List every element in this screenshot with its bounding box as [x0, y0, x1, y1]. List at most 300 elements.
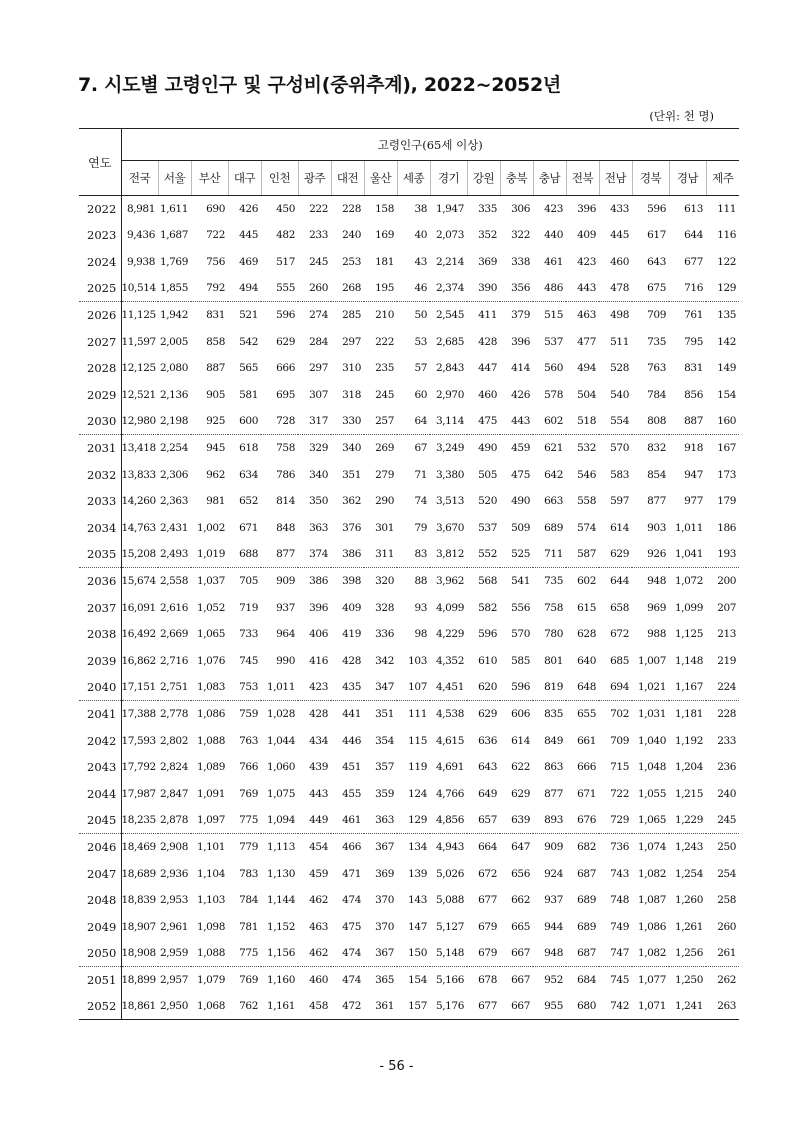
value-cell: 455	[342, 787, 361, 800]
year-cell: 2036	[79, 568, 121, 595]
value-cell: 396	[309, 601, 328, 614]
value-cell: 1,041	[669, 541, 706, 568]
value-cell: 762	[228, 993, 261, 1020]
value-cell: 2,136	[159, 388, 188, 401]
value-cell: 684	[577, 974, 596, 987]
value-cell: 258	[717, 894, 737, 907]
value-cell: 13,418	[121, 442, 156, 455]
value-cell: 849	[544, 734, 563, 747]
value-cell: 769	[239, 787, 258, 800]
value-cell: 269	[375, 442, 394, 455]
page-number: - 56 -	[379, 1059, 414, 1074]
region-header: 부산	[191, 161, 228, 196]
value-cell: 169	[375, 229, 394, 242]
value-cell: 644	[610, 575, 629, 588]
value-cell: 386	[309, 575, 328, 588]
value-cell: 210	[375, 309, 394, 322]
value-cell: 903	[647, 521, 666, 534]
table-row	[79, 302, 739, 329]
value-cell: 1,075	[266, 787, 295, 800]
value-cell: 317	[298, 408, 331, 435]
year-cell: 2040	[79, 674, 121, 701]
value-cell: 711	[533, 541, 566, 568]
value-cell: 284	[309, 335, 328, 348]
value-cell: 115	[408, 734, 427, 747]
value-cell: 689	[544, 521, 563, 534]
value-cell: 461	[544, 255, 563, 268]
unit-label: (단위: 천 명)	[649, 109, 714, 123]
value-cell: 517	[276, 255, 295, 268]
value-cell: 17,792	[121, 761, 156, 774]
region-header: 대구	[228, 161, 261, 196]
value-cell: 4,451	[430, 674, 467, 701]
value-cell: 268	[331, 275, 364, 302]
value-cell: 119	[408, 761, 427, 774]
value-cell: 18,469	[121, 841, 156, 854]
value-cell: 832	[647, 442, 666, 455]
value-cell: 116	[717, 229, 737, 242]
value-cell: 600	[228, 408, 261, 435]
value-cell: 352	[478, 229, 497, 242]
value-cell: 716	[669, 275, 706, 302]
value-cell: 297	[309, 362, 328, 375]
value-cell: 1,037	[196, 575, 225, 588]
value-cell: 409	[342, 601, 361, 614]
value-cell: 4,352	[435, 654, 464, 667]
value-cell: 748	[610, 894, 629, 907]
value-cell: 374	[298, 541, 331, 568]
value-cell: 642	[544, 468, 563, 481]
value-cell: 585	[511, 654, 530, 667]
value-cell: 753	[228, 674, 261, 701]
value-cell: 173	[717, 468, 737, 481]
value-cell: 639	[500, 807, 533, 834]
value-cell: 474	[342, 894, 361, 907]
value-cell: 729	[599, 807, 632, 834]
value-cell: 245	[309, 255, 328, 268]
value-cell: 614	[511, 734, 530, 747]
value-cell: 475	[511, 468, 530, 481]
value-cell: 667	[500, 940, 533, 967]
value-cell: 2,363	[159, 495, 188, 508]
value-cell: 11,125	[121, 309, 156, 322]
value-cell: 749	[610, 920, 629, 933]
value-cell: 955	[533, 993, 566, 1020]
value-cell: 546	[577, 468, 596, 481]
value-cell: 5,026	[435, 867, 464, 880]
table-row	[79, 781, 739, 808]
value-cell: 679	[478, 920, 497, 933]
value-cell: 147	[408, 920, 427, 933]
value-cell: 657	[467, 807, 500, 834]
value-cell: 758	[276, 442, 295, 455]
value-cell: 143	[408, 894, 427, 907]
table-row	[79, 754, 739, 781]
value-cell: 761	[684, 309, 703, 322]
value-cell: 330	[331, 408, 364, 435]
value-cell: 15,208	[121, 541, 158, 568]
value-cell: 1,065	[632, 807, 669, 834]
year-cell: 2043	[79, 754, 121, 781]
value-cell: 667	[511, 974, 530, 987]
value-cell: 376	[342, 521, 361, 534]
value-cell: 969	[647, 601, 666, 614]
value-cell: 1,130	[266, 867, 295, 880]
value-cell: 240	[717, 787, 737, 800]
value-cell: 795	[684, 335, 703, 348]
value-cell: 988	[647, 628, 666, 641]
value-cell: 486	[533, 275, 566, 302]
region-header: 전북	[566, 161, 599, 196]
value-cell: 445	[610, 229, 629, 242]
page-title: 7. 시도별 고령인구 및 구성비(중위추계), 2022~2052년	[78, 74, 561, 96]
value-cell: 193	[706, 541, 739, 568]
value-cell: 167	[717, 442, 737, 455]
value-cell: 652	[239, 495, 258, 508]
value-cell: 435	[331, 674, 364, 701]
value-cell: 71	[414, 468, 427, 481]
value-cell: 525	[500, 541, 533, 568]
table-row	[79, 568, 739, 595]
value-cell: 124	[408, 787, 427, 800]
value-cell: 552	[467, 541, 500, 568]
value-cell: 474	[342, 974, 361, 987]
value-cell: 398	[342, 575, 361, 588]
region-header: 충북	[500, 161, 533, 196]
value-cell: 854	[647, 468, 666, 481]
value-cell: 581	[239, 388, 258, 401]
value-cell: 13,833	[121, 468, 156, 481]
value-cell: 848	[276, 521, 295, 534]
table-row	[79, 834, 739, 861]
value-cell: 2,669	[159, 628, 188, 641]
value-cell: 1,144	[266, 894, 295, 907]
value-cell: 390	[467, 275, 500, 302]
value-cell: 1,097	[191, 807, 228, 834]
value-cell: 1,161	[261, 993, 298, 1020]
value-cell: 340	[309, 468, 328, 481]
value-cell: 1,152	[266, 920, 295, 933]
value-cell: 450	[276, 203, 295, 216]
value-cell: 311	[364, 541, 397, 568]
value-cell: 38	[414, 203, 427, 216]
value-cell: 428	[478, 335, 497, 348]
value-cell: 1,855	[158, 275, 191, 302]
value-cell: 766	[239, 761, 258, 774]
value-cell: 88	[414, 575, 427, 588]
value-cell: 4,691	[435, 761, 464, 774]
value-cell: 1,160	[266, 974, 295, 987]
value-cell: 228	[717, 708, 737, 721]
value-cell: 1,942	[159, 309, 188, 322]
value-cell: 443	[566, 275, 599, 302]
value-cell: 322	[511, 229, 530, 242]
value-cell: 779	[239, 841, 258, 854]
value-cell: 679	[467, 940, 500, 967]
value-cell: 574	[577, 521, 596, 534]
value-cell: 1,079	[196, 974, 225, 987]
value-cell: 4,856	[430, 807, 467, 834]
value-cell: 1,087	[637, 894, 666, 907]
value-cell: 17,151	[121, 674, 158, 701]
value-cell: 688	[228, 541, 261, 568]
value-cell: 158	[375, 203, 394, 216]
value-cell: 2,957	[159, 974, 188, 987]
value-cell: 57	[414, 362, 427, 375]
value-cell: 690	[206, 203, 225, 216]
value-cell: 877	[544, 787, 563, 800]
value-cell: 10,514	[121, 275, 158, 302]
value-cell: 662	[511, 894, 530, 907]
value-cell: 687	[566, 940, 599, 967]
value-cell: 460	[610, 255, 629, 268]
value-cell: 877	[647, 495, 666, 508]
value-cell: 2,950	[158, 993, 191, 1020]
value-cell: 2,616	[159, 601, 188, 614]
value-cell: 1,098	[196, 920, 225, 933]
value-cell: 64	[397, 408, 430, 435]
value-cell: 342	[375, 654, 394, 667]
value-cell: 4,538	[435, 708, 464, 721]
region-header: 울산	[364, 161, 397, 196]
value-cell: 494	[577, 362, 596, 375]
value-cell: 79	[414, 521, 427, 534]
value-cell: 719	[239, 601, 258, 614]
value-cell: 2,936	[159, 867, 188, 880]
value-cell: 948	[647, 575, 666, 588]
value-cell: 433	[610, 203, 629, 216]
value-cell: 2,778	[159, 708, 188, 721]
value-cell: 648	[566, 674, 599, 701]
value-cell: 3,962	[435, 575, 464, 588]
value-cell: 629	[599, 541, 632, 568]
value-cell: 18,689	[121, 867, 156, 880]
value-cell: 406	[309, 628, 328, 641]
value-cell: 356	[500, 275, 533, 302]
value-cell: 60	[414, 388, 427, 401]
year-header: 연도	[79, 129, 121, 196]
value-cell: 409	[577, 229, 596, 242]
value-cell: 924	[544, 867, 563, 880]
value-cell: 369	[375, 867, 394, 880]
value-cell: 290	[375, 495, 394, 508]
value-cell: 887	[669, 408, 706, 435]
value-cell: 702	[610, 708, 629, 721]
value-cell: 3,114	[430, 408, 467, 435]
value-cell: 222	[309, 203, 328, 216]
value-cell: 4,943	[435, 841, 464, 854]
table-row	[79, 648, 739, 675]
value-cell: 1,091	[196, 787, 225, 800]
value-cell: 98	[414, 628, 427, 641]
value-cell: 1,019	[191, 541, 228, 568]
value-cell: 1,083	[191, 674, 228, 701]
year-cell: 2048	[79, 887, 121, 914]
value-cell: 3,670	[435, 521, 464, 534]
value-cell: 477	[577, 335, 596, 348]
value-cell: 945	[206, 442, 225, 455]
table-row	[79, 967, 739, 994]
value-cell: 2,847	[159, 787, 188, 800]
value-cell: 1,947	[435, 203, 464, 216]
value-cell: 195	[364, 275, 397, 302]
region-header: 제주	[706, 161, 739, 196]
value-cell: 736	[610, 841, 629, 854]
value-cell: 1,101	[196, 841, 225, 854]
value-cell: 677	[467, 993, 500, 1020]
value-cell: 43	[414, 255, 427, 268]
value-cell: 411	[478, 309, 497, 322]
value-cell: 1,192	[674, 734, 703, 747]
value-cell: 2,073	[435, 229, 464, 242]
value-cell: 1,167	[669, 674, 706, 701]
value-cell: 602	[577, 575, 596, 588]
table-row	[79, 860, 739, 887]
value-cell: 5,176	[430, 993, 467, 1020]
value-cell: 9,938	[126, 255, 155, 268]
region-header: 경기	[430, 161, 467, 196]
table-row	[79, 993, 739, 1020]
value-cell: 122	[717, 255, 737, 268]
value-cell: 396	[577, 203, 596, 216]
value-cell: 338	[511, 255, 530, 268]
table-row	[79, 515, 739, 542]
value-cell: 74	[414, 495, 427, 508]
value-cell: 977	[684, 495, 703, 508]
value-cell: 556	[511, 601, 530, 614]
value-cell: 808	[632, 408, 669, 435]
value-cell: 157	[397, 993, 430, 1020]
value-cell: 537	[544, 335, 563, 348]
value-cell: 14,260	[121, 495, 156, 508]
value-cell: 347	[364, 674, 397, 701]
value-cell: 2,198	[158, 408, 191, 435]
value-cell: 621	[544, 442, 563, 455]
value-cell: 18,907	[121, 920, 156, 933]
value-cell: 454	[309, 841, 328, 854]
table-row	[79, 461, 739, 488]
table-row	[79, 727, 739, 754]
year-cell: 2046	[79, 834, 121, 861]
value-cell: 715	[610, 761, 629, 774]
table-row	[79, 328, 739, 355]
value-cell: 494	[228, 275, 261, 302]
value-cell: 602	[533, 408, 566, 435]
value-cell: 318	[342, 388, 361, 401]
table-row	[79, 488, 739, 515]
value-cell: 628	[577, 628, 596, 641]
value-cell: 426	[511, 388, 530, 401]
value-cell: 622	[511, 761, 530, 774]
value-cell: 441	[342, 708, 361, 721]
value-cell: 695	[276, 388, 295, 401]
year-cell: 2034	[79, 515, 121, 542]
value-cell: 640	[577, 654, 596, 667]
value-cell: 466	[342, 841, 361, 854]
value-cell: 46	[397, 275, 430, 302]
region-header-row	[79, 161, 739, 196]
value-cell: 663	[544, 495, 563, 508]
value-cell: 1,071	[632, 993, 669, 1020]
value-cell: 676	[566, 807, 599, 834]
table-row	[79, 355, 739, 382]
value-cell: 1,254	[674, 867, 703, 880]
value-cell: 461	[331, 807, 364, 834]
region-header: 광주	[298, 161, 331, 196]
value-cell: 462	[298, 940, 331, 967]
value-cell: 680	[566, 993, 599, 1020]
value-cell: 207	[717, 601, 737, 614]
value-cell: 240	[342, 229, 361, 242]
value-cell: 1,028	[266, 708, 295, 721]
value-cell: 222	[375, 335, 394, 348]
value-cell: 482	[276, 229, 295, 242]
value-cell: 351	[342, 468, 361, 481]
value-cell: 5,148	[430, 940, 467, 967]
value-cell: 1,077	[637, 974, 666, 987]
value-cell: 1,125	[674, 628, 703, 641]
value-cell: 134	[408, 841, 427, 854]
value-cell: 335	[478, 203, 497, 216]
value-cell: 1,040	[637, 734, 666, 747]
region-header: 충남	[533, 161, 566, 196]
table-row	[79, 249, 739, 276]
value-cell: 213	[717, 628, 737, 641]
value-cell: 1,261	[674, 920, 703, 933]
value-cell: 1,072	[674, 575, 703, 588]
value-cell: 705	[239, 575, 258, 588]
value-cell: 784	[239, 894, 258, 907]
value-cell: 643	[478, 761, 497, 774]
value-cell: 439	[309, 761, 328, 774]
value-cell: 16,492	[121, 628, 156, 641]
value-cell: 142	[717, 335, 737, 348]
value-cell: 747	[599, 940, 632, 967]
value-cell: 396	[511, 335, 530, 348]
value-cell: 634	[239, 468, 258, 481]
value-cell: 2,953	[159, 894, 188, 907]
value-cell: 511	[610, 335, 629, 348]
region-header: 경남	[669, 161, 706, 196]
year-cell: 2038	[79, 621, 121, 648]
value-cell: 3,380	[435, 468, 464, 481]
value-cell: 560	[544, 362, 563, 375]
value-cell: 759	[239, 708, 258, 721]
value-cell: 1,044	[266, 734, 295, 747]
value-cell: 962	[206, 468, 225, 481]
value-cell: 17,593	[121, 734, 156, 747]
value-cell: 329	[309, 442, 328, 455]
value-cell: 478	[599, 275, 632, 302]
value-cell: 1,611	[159, 203, 188, 216]
value-cell: 745	[610, 974, 629, 987]
value-cell: 722	[610, 787, 629, 800]
value-cell: 2,961	[159, 920, 188, 933]
table-row	[79, 621, 739, 648]
year-cell: 2028	[79, 355, 121, 382]
year-cell: 2044	[79, 781, 121, 808]
value-cell: 1,113	[266, 841, 295, 854]
table-row	[79, 196, 739, 223]
value-cell: 3,513	[435, 495, 464, 508]
value-cell: 367	[364, 940, 397, 967]
value-cell: 320	[375, 575, 394, 588]
value-cell: 363	[364, 807, 397, 834]
year-cell: 2024	[79, 249, 121, 276]
value-cell: 1,089	[196, 761, 225, 774]
value-cell: 4,229	[435, 628, 464, 641]
value-cell: 682	[577, 841, 596, 854]
